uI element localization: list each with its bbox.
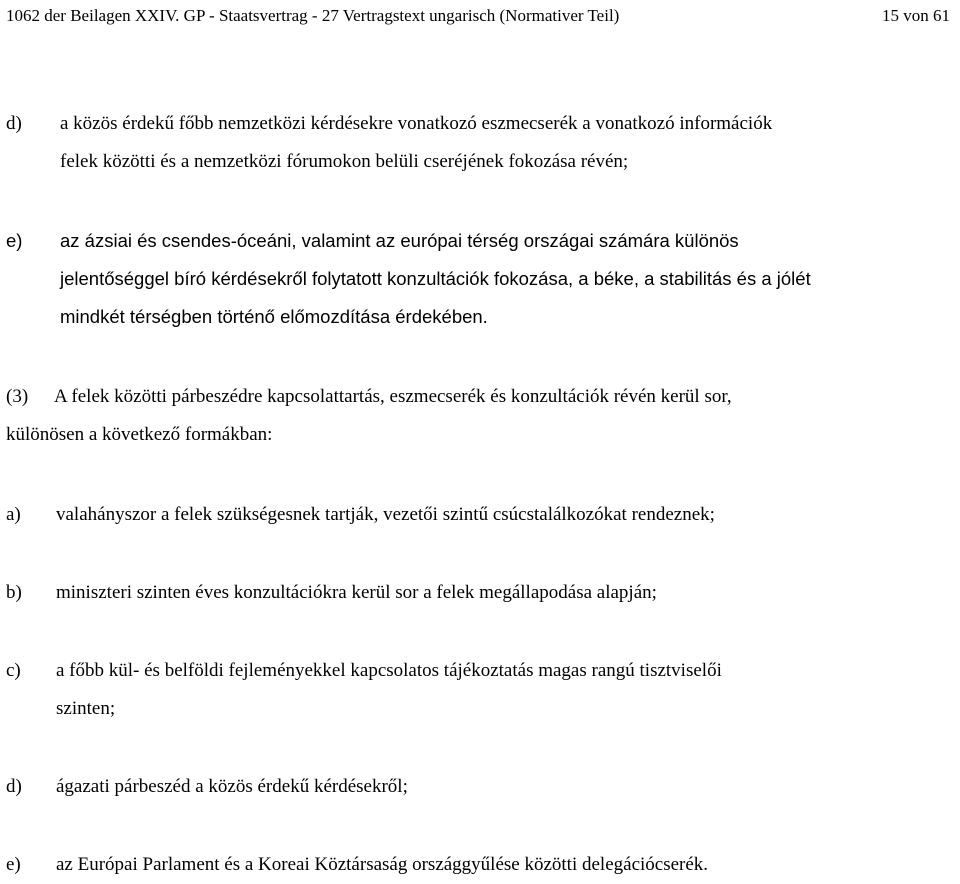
- list-item-b: [6, 574, 946, 612]
- paragraph-line: miniszteri szinten éves konzultációkra kerül sor a felek megállapodása alapján;: [56, 582, 657, 603]
- paragraph-line: ágazati párbeszéd a közös érdekű kérdésekről;: [56, 776, 408, 797]
- paragraph-line: az Európai Parlament és a Koreai Köztársaság országgyűlése közötti delegációcserék.: [56, 854, 709, 875]
- list-marker: d): [6, 113, 22, 134]
- list-item-d-second: [6, 768, 946, 806]
- list-item-d-first: [6, 105, 946, 181]
- paragraph-3: [6, 378, 946, 454]
- paragraph-line: jelentőséggel bíró kérdésekről folytatott konzultációk fokozása, a béke, a stabilitás és a jólét: [60, 268, 811, 289]
- paragraph-line: az ázsiai és csendes-óceáni, valamint az európai térség országai számára különös: [60, 230, 739, 251]
- list-marker: e): [6, 230, 23, 251]
- list-marker: d): [6, 776, 22, 797]
- list-marker: c): [6, 660, 21, 681]
- paragraph-line: A felek közötti párbeszédre kapcsolattartás, eszmecserék és konzultációk révén kerül sor,: [54, 386, 732, 407]
- list-marker: a): [6, 504, 21, 525]
- paragraph-line: különösen a következő formákban:: [6, 424, 273, 445]
- list-marker: b): [6, 582, 22, 603]
- document-reference: 1062 der Beilagen XXIV. GP - Staatsvertrag - 27 Vertragstext ungarisch (Normativer Teil): [6, 6, 620, 25]
- page-number: 15 von 61: [882, 6, 950, 25]
- paragraph-line: szinten;: [56, 698, 116, 719]
- paragraph-line: a közös érdekű főbb nemzetközi kérdésekre vonatkozó eszmecserék a vonatkozó információk: [60, 113, 773, 134]
- list-item-a: [6, 496, 946, 534]
- list-item-e-second: [6, 846, 946, 884]
- paragraph-number: (3): [6, 386, 29, 407]
- list-item-e-first: [6, 222, 946, 336]
- paragraph-line: valahányszor a felek szükségesnek tartják, vezetői szintű csúcstalálkozókat rendeznek;: [56, 504, 715, 525]
- page-header: [0, 4, 960, 28]
- paragraph-line: mindkét térségben történő előmozdítása érdekében.: [60, 306, 488, 327]
- paragraph-line: felek közötti és a nemzetközi fórumokon belüli cseréjének fokozása révén;: [60, 151, 629, 172]
- paragraph-line: a főbb kül- és belföldi fejleményekkel kapcsolatos tájékoztatás magas rangú tisztviselői: [56, 660, 722, 681]
- list-item-c: [6, 652, 946, 728]
- list-marker: e): [6, 854, 21, 875]
